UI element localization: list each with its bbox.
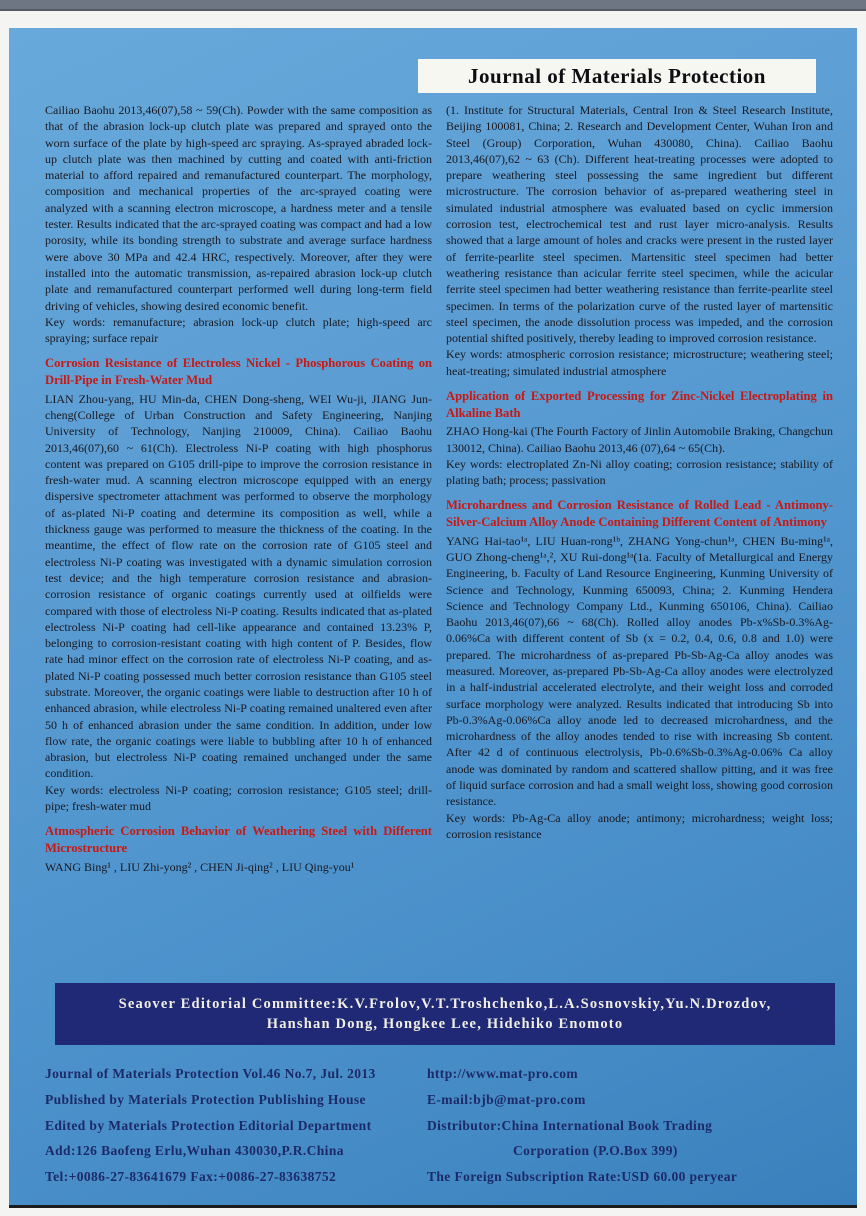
- abstract-paragraph: YANG Hai-tao¹ᵃ, LIU Huan-rong¹ᵇ, ZHANG Yong-chun¹ᵃ, CHEN Bu-ming¹ᵃ, GUO Zhong-cheng¹ᵃ,², XU Rui-dong¹ᵃ(1a. Faculty of Metallurgical and Energy Engineering, b. Faculty of Land Resource Engineering, Kunming University of Science and Technology, Kunming 650093, China; 2. Kunming Hendera Science and Technology Company Ltd., Kunming 650106, China). Cailiao Baohu 2013,46(07),66 ~ 68(Ch). Rolled alloy anodes Pb-x%Sb-0.3%Ag-0.06%Ca with different content of Sb (x = 0.2, 0.4, 0.6, 0.8 and 1.0) were prepared. The microhardness of as-prepared Pb-Sb-Ag-Ca alloy anodes was measured. Moreover, as-prepared Pb-Sb-Ag-Ca alloy anodes were electrolyzed in a half-industrial accelerated electrolyte, and their weight loss and corroded surface morphology were analyzed. Results indicated that introducing Sb into Pb-0.3%Ag-0.06%Ca alloy anode led to decreased microhardness, and the microhardness of the alloy anodes tended to rise with increasing Sb content. After 42 d of continuous electrolysis, Pb-0.6%Sb-0.3%Ag-0.06% Ca alloy anode was dominated by random and scattered shallow pitting, and it was free of liquid surface corrosion and had a small weight loss, showing good corrosion resistance.: [446, 533, 833, 809]
- abstract-paragraph: Cailiao Baohu 2013,46(07),58 ~ 59(Ch). Powder with the same composition as that of the abrasion lock-up clutch plate was prepared and sprayed onto the worn surface of the plate by high-speed arc spraying. As-sprayed abraded lock-up clutch plate was then machined by cutting and coated with anti-friction material to afford repaired and remanufactured counterpart. The morphology, composition and mechanical properties of the arc-sprayed coating were analyzed with a scanning electron microscope, a hardness meter and a tensile tester. Results indicated that the arc-sprayed coating was compact and had a low porosity, while its bonding strength to substrate and average surface hardness were above 30 MPa and 42.4 HRC, respectively. Moreover, after they were installed into the automatic transmission, as-repaired abrasion lock-up clutch plate and remanufactured counterpart performed well during long-term field driving of vehicles, showing desired economic benefit.: [45, 103, 432, 313]
- article-heading: Microhardness and Corrosion Resistance of Rolled Lead - Antimony-Silver-Calcium Alloy Anode Containing Different Content of Antimony: [446, 498, 833, 530]
- imprint-subscription-line: The Foreign Subscription Rate:USD 60.00 peryear: [427, 1169, 738, 1185]
- journal-title: Journal of Materials Protection: [468, 63, 766, 88]
- abstracts-columns: [45, 102, 833, 875]
- masthead: [418, 59, 816, 93]
- imprint-address-line: Add:126 Baofeng Erlu,Wuhan 430030,P.R.China: [45, 1143, 344, 1159]
- article-heading: Corrosion Resistance of Electroless Nickel - Phosphorous Coating on Drill-Pipe in Fresh-Water Mud: [45, 356, 432, 388]
- article-heading: Application of Exported Processing for Zinc-Nickel Electroplating in Alkaline Bath: [446, 389, 833, 420]
- imprint-right-column: [427, 1061, 835, 1190]
- scan-top-edge-bar: [0, 0, 866, 11]
- committee-line-2: Hanshan Dong, Hongkee Lee, Hidehiko Enomoto: [266, 1015, 624, 1032]
- imprint-distributor-line: Distributor:China International Book Trading: [427, 1117, 713, 1133]
- imprint-phone-line: Tel:+0086-27-83641679 Fax:+0086-27-83638752: [45, 1169, 337, 1185]
- keywords-line: Key words: electroless Ni-P coating; corrosion resistance; G105 steel; drill-pipe; fresh-water mud: [45, 782, 432, 814]
- editorial-committee-band: [55, 983, 835, 1045]
- right-column: [446, 102, 833, 875]
- abstract-paragraph: (1. Institute for Structural Materials, Central Iron & Steel Research Institute, Beijing 100081, China; 2. Research and Development Center, Wuhan Iron and Steel (Group) Corporation, Wuhan 430080, China). Cailiao Baohu 2013,46(07),62 ~ 63 (Ch). Different heat-treating processes were adopted to prepare weathering steel possessing the same ingredient but different microstructure. The corrosion behavior of as-prepared weathering steel in simulated industrial atmosphere was evaluated based on cyclic immersion corrosion test, electrochemical test and rust layer micro-analysis. Results showed that a large amount of holes and cracks were present in the rusted layer of ferrite-pearlite steel specimen. Martensitic steel specimen had better weathering resistance than acicular ferrite steel specimen, while the acicular ferrite steel specimen had better weathering resistance than ferrite-pearlite steel specimen. In terms of the polarization curve of the rusted layer of martensitic steel specimen, the anode dissolution process was impeded, and the corrosion potential shifted positively, thereby leading to improved corrosion resistance.: [446, 103, 833, 346]
- imprint-left-column: [45, 1061, 427, 1190]
- imprint-email-line: E-mail:bjb@mat-pro.com: [427, 1091, 586, 1107]
- imprint-editor-line: Edited by Materials Protection Editorial Department: [45, 1117, 372, 1133]
- imprint-block: [45, 1061, 835, 1190]
- imprint-distributor-line-2: Corporation (P.O.Box 399): [513, 1143, 678, 1159]
- article-heading: Atmospheric Corrosion Behavior of Weathering Steel with Different Microstructure: [45, 824, 432, 855]
- imprint-website-line: http://www.mat-pro.com: [427, 1066, 579, 1081]
- keywords-line: Key words: electroplated Zn-Ni alloy coating; corrosion resistance; stability of plating bath; process; passivation: [446, 456, 833, 488]
- keywords-line: Key words: Pb-Ag-Ca alloy anode; antimony; microhardness; weight loss; corrosion resistance: [446, 810, 833, 841]
- abstract-paragraph: ZHAO Hong-kai (The Fourth Factory of Jinlin Automobile Braking, Changchun 130012, China). Cailiao Baohu 2013,46 (07),64 ~ 65(Ch).: [446, 424, 833, 455]
- committee-line-1: Seaover Editorial Committee:K.V.Frolov,V.T.Troshchenko,L.A.Sosnovskiy,Yu.N.Drozdov,: [118, 995, 772, 1012]
- imprint-publisher-line: Published by Materials Protection Publishing House: [45, 1091, 366, 1107]
- keywords-line: Key words: atmospheric corrosion resistance; microstructure; weathering steel; heat-treating; simulated industrial atmosphere: [446, 347, 833, 378]
- journal-page-sheet: [9, 28, 857, 1208]
- left-column: [45, 102, 432, 875]
- abstract-paragraph: LIAN Zhou-yang, HU Min-da, CHEN Dong-sheng, WEI Wu-ji, JIANG Jun-cheng(College of Urban Construction and Safety Engineering, Nanjing University of Technology, Nanjing 210009, China). Cailiao Baohu 2013,46(07),60 ~ 61(Ch). Electroless Ni-P coating with high phosphorus content was prepared on G105 drill-pipe to improve the corrosion resistance in fresh-water mud. A scanning electron microscope equipped with an energy dispersive spectrometer attachment was performed to observe the morphology of as-plated Ni-P coating and determine its composition as well, while a thickness gauge was performed to measure the thickness of the coating. In the meantime, the effect of flow rate on the corrosion rate of G105 steel and electroless Ni-P coating was investigated with a dynamic simulation corrosion test device; and the high temperature corrosion resistance and abrasion-corrosion resistance of organic coatings currently used at oilfields were compared with those of electroless Ni-P coating. Results indicated that as-plated electroless Ni-P coating had cell-like appearance and contained 13.23% P, belonging to corrosion-resistant coating with high content of P. Besides, flow rate had minor effect on the corrosion rate of electroless Ni-P coating, and as-plated Ni-P coating possessed much better corrosion resistance than G105 steel substrate. Moreover, the organic coatings were liable to destruction after 10 h of enhanced abrasion, while electroless Ni-P coating remained unaltered even after 50 h of enhanced abrasion under the same condition. In addition, under low flow rate, the organic coatings were liable to bubbling after 10 h of enhanced abrasion, but electroless Ni-P coating remained unchanged under the same condition.: [45, 391, 432, 781]
- authors-line: WANG Bing¹ , LIU Zhi-yong² , CHEN Ji-qing² , LIU Qing-you¹: [45, 859, 355, 874]
- imprint-volume-line: Journal of Materials Protection Vol.46 No.7, Jul. 2013: [45, 1066, 376, 1081]
- keywords-line: Key words: remanufacture; abrasion lock-up clutch plate; high-speed arc spraying; surface repair: [45, 314, 432, 346]
